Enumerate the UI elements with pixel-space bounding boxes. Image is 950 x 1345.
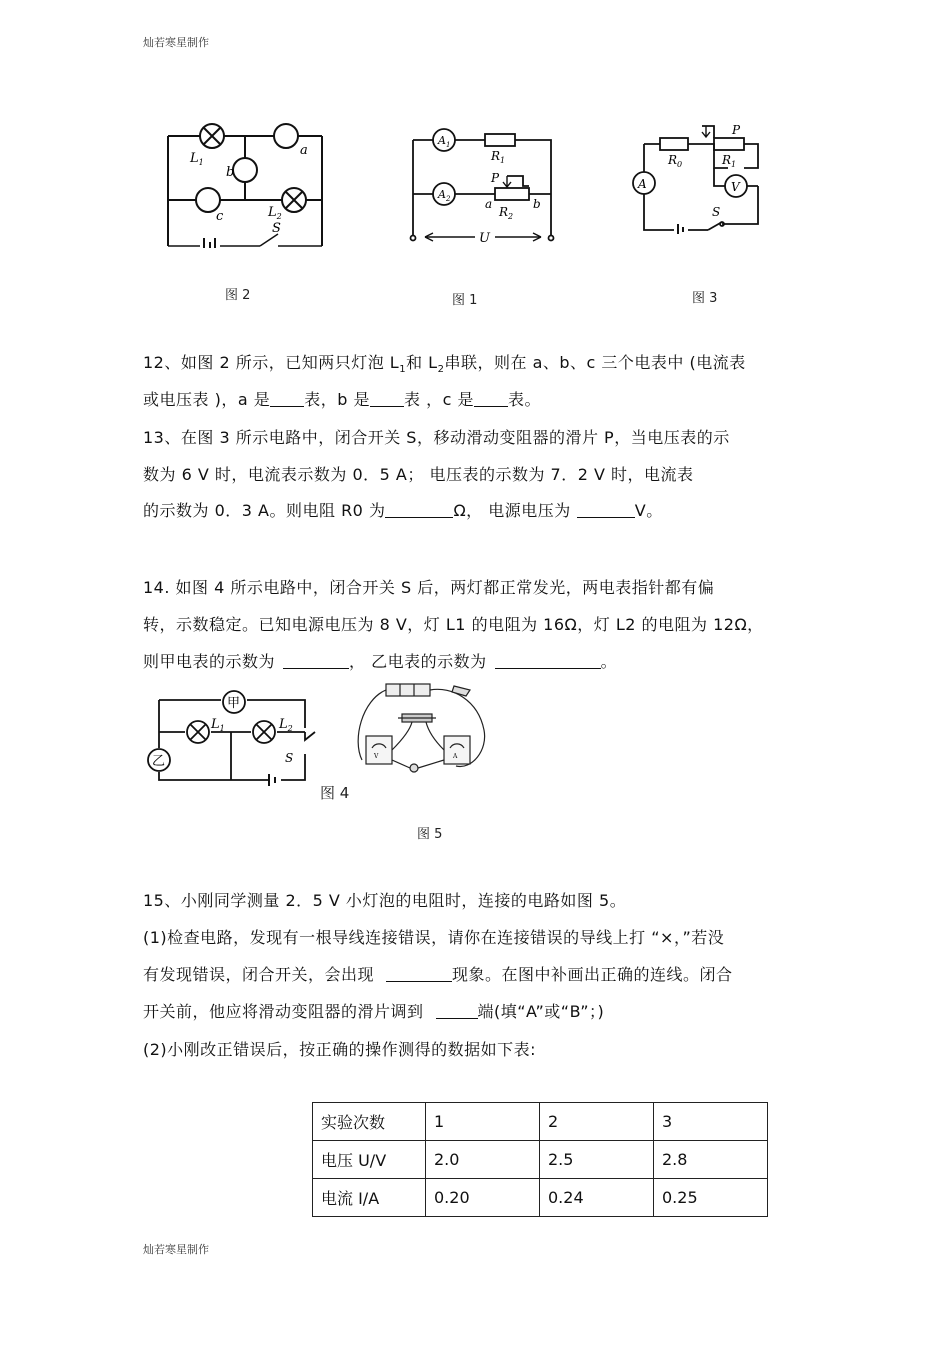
figure-4-circuit: [145, 688, 315, 788]
q13-blank-r0[interactable]: [385, 503, 453, 518]
table-row: [313, 1103, 768, 1141]
q15-line-3: 有发现错误，闭合开关，会出现 现象。在图中补画出正确的连线。闭合: [143, 965, 733, 984]
fig4-label-l1: $L_1$: [211, 717, 225, 733]
fig3-label-r0: $R_0$: [668, 153, 683, 169]
q14-line-2: 转，示数稳定。已知电源电压为 8 V，灯 L1 的电阻为 16Ω，灯 L2 的电阻为 12Ω，: [143, 615, 764, 634]
page-header: 灿若寒星制作: [143, 36, 209, 49]
fig3-label-v: V: [731, 180, 740, 194]
table-cell: 2.8: [654, 1141, 768, 1179]
figure-1-circuit: [405, 120, 565, 250]
fig1-label-r2: $R_2$: [499, 205, 514, 221]
table-cell: 电压 U/V: [313, 1141, 426, 1179]
fig2-label-b: b: [226, 165, 235, 180]
q13-blank-voltage[interactable]: [577, 503, 635, 518]
page-footer: 灿若寒星制作: [143, 1243, 209, 1256]
q13-line-3: 的示数为 0．3 A。则电阻 R0 为 Ω， 电源电压为 V。: [143, 501, 663, 520]
fig5-ammeter-glyph: A: [453, 753, 458, 760]
q14-blank-yi[interactable]: [495, 654, 601, 669]
table-cell: 0.24: [540, 1179, 654, 1217]
q13-line-1: 13、在图 3 所示电路中，闭合开关 S，移动滑动变阻器的滑片 P，当电压表的示: [143, 428, 730, 447]
table-cell: 2.5: [540, 1141, 654, 1179]
q15-line-1: 15、小刚同学测量 2．5 V 小灯泡的电阻时，连接的电路如图 5。: [143, 891, 627, 910]
table-cell: 2.0: [426, 1141, 540, 1179]
fig2-label-s: S: [272, 221, 281, 236]
figure-3-caption: 图 3: [692, 291, 718, 306]
q13-line-2: 数为 6 V 时，电流表示数为 0．5 A； 电压表的示数为 7．2 V 时，电流表: [143, 465, 694, 484]
measurement-table: [312, 1102, 768, 1217]
q15-blank-end[interactable]: [436, 1004, 478, 1019]
q15-line-4: 开关前，他应将滑动变阻器的滑片调到 端(填“A”或“B”；): [143, 1002, 605, 1021]
table-cell: 0.25: [654, 1179, 768, 1217]
table-cell: 3: [654, 1103, 768, 1141]
figure-4-caption: 图 4: [320, 784, 350, 802]
figure-2-circuit: [160, 118, 330, 253]
fig2-label-l1: $L_1$: [190, 151, 204, 167]
q12-blank-a[interactable]: [270, 392, 304, 407]
fig3-label-a: A: [638, 177, 647, 191]
fig2-label-a: a: [300, 143, 308, 158]
q12-blank-b[interactable]: [370, 392, 404, 407]
fig4-label-yi: 乙: [152, 754, 166, 769]
figure-5-drawing: [352, 680, 492, 780]
q14-line-3: 则甲电表的示数为 ， 乙电表的示数为 。: [143, 652, 618, 671]
fig3-label-r1: $R_1$: [722, 153, 737, 169]
table-row: [313, 1141, 768, 1179]
table-cell: 电流 I/A: [313, 1179, 426, 1217]
q14-blank-jia[interactable]: [283, 654, 349, 669]
fig1-label-u: U: [479, 231, 490, 246]
table-cell: 2: [540, 1103, 654, 1141]
fig1-label-a2: $A_2$: [438, 188, 451, 203]
fig1-label-r1: $R_1$: [491, 149, 506, 165]
q12-line-2: 或电压表 )，a 是 表，b 是 表 ，c 是 表。: [143, 390, 541, 409]
figure-1-caption: 图 1: [452, 293, 478, 308]
table-cell: 1: [426, 1103, 540, 1141]
fig1-label-a1: $A_1$: [438, 134, 451, 149]
table-cell: 0.20: [426, 1179, 540, 1217]
q14-line-1: 14. 如图 4 所示电路中，闭合开关 S 后，两灯都正常发光，两电表指针都有偏: [143, 578, 715, 597]
fig1-label-p: P: [491, 171, 500, 185]
fig4-label-jia: 甲: [227, 696, 241, 711]
q15-line-5: (2)小刚改正错误后，按正确的操作测得的数据如下表:: [143, 1040, 537, 1059]
fig2-label-c: c: [216, 209, 224, 224]
fig2-label-l2: $L_2$: [268, 205, 282, 221]
q12-line-1: 12、如图 2 所示，已知两只灯泡 $L_1$和 $L_2$串联，则在 a、b、c 三个电表中 (电流表: [143, 353, 746, 376]
q12-blank-c[interactable]: [474, 392, 508, 407]
figure-3-circuit: [630, 120, 770, 240]
figure-2-caption: 图 2: [225, 288, 251, 303]
fig4-label-s: S: [285, 751, 294, 765]
fig3-label-p: P: [732, 123, 741, 137]
table-cell: 实验次数: [313, 1103, 426, 1141]
fig5-voltmeter-glyph: V: [374, 753, 379, 760]
fig3-label-s: S: [712, 205, 721, 219]
table-row: [313, 1179, 768, 1217]
fig4-label-l2: $L_2$: [279, 717, 293, 733]
figure-5-caption: 图 5: [417, 827, 443, 842]
fig1-label-b: b: [533, 197, 541, 211]
q15-blank-phenomenon[interactable]: [386, 967, 452, 982]
q15-line-2: (1)检查电路，发现有一根导线连接错误，请你在连接错误的导线上打 “×，”若没: [143, 928, 725, 947]
fig1-label-a: a: [485, 197, 493, 211]
